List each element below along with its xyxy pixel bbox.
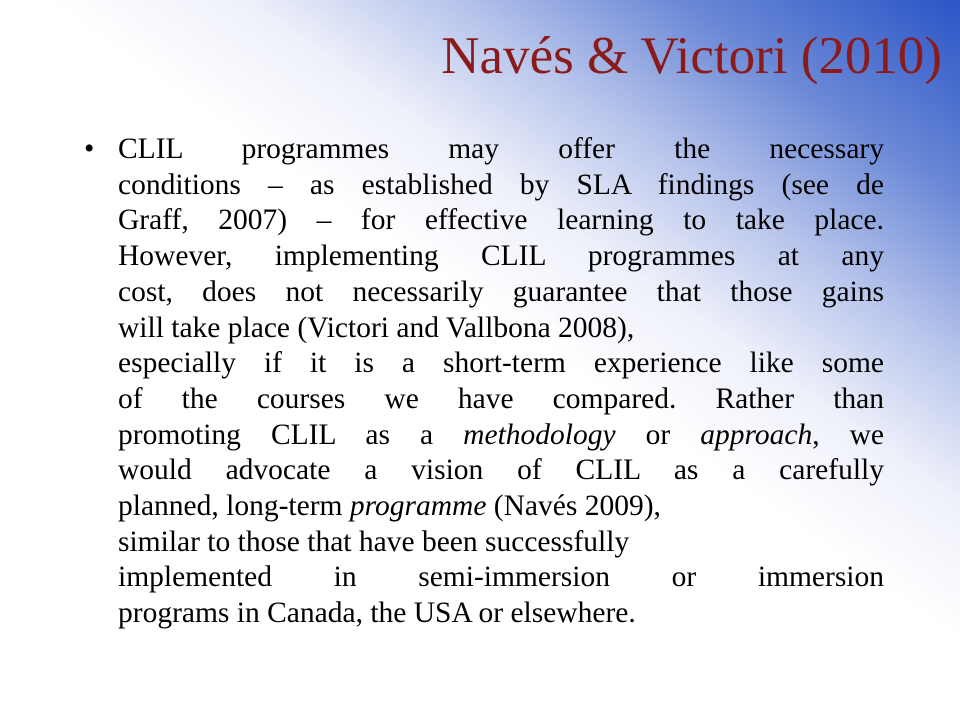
- text-line: cost, does not necessarily guarantee that those gains: [118, 275, 884, 308]
- italic-term: programme: [349, 490, 487, 523]
- text-line: [118, 418, 884, 454]
- slide-body: [84, 132, 884, 632]
- text-segment: or: [615, 418, 701, 451]
- slide-title: Navés & Victori (2010): [441, 27, 942, 85]
- text-line: However, implementing CLIL programmes at any: [118, 240, 884, 273]
- text-segment: planned, long-term: [118, 490, 350, 523]
- text-segment: promoting CLIL as a: [118, 418, 464, 451]
- bullet-item: [84, 132, 884, 632]
- text-segment: , we: [812, 418, 885, 451]
- text-line: implemented in semi-immersion or immersion: [118, 561, 884, 594]
- text-line: [118, 489, 884, 525]
- text-line: Graff, 2007) – for effective learning to take place.: [118, 204, 884, 237]
- text-line: similar to those that have been successfully: [118, 525, 630, 558]
- text-line: of the courses we have compared. Rather than: [118, 382, 884, 415]
- text-line: programs in Canada, the USA or elsewhere.: [118, 597, 636, 630]
- text-segment: (Navés 2009),: [486, 490, 661, 523]
- italic-term: approach: [700, 418, 813, 451]
- bullet-text: [118, 132, 884, 632]
- text-line: conditions – as established by SLA findings (see de: [118, 168, 884, 201]
- text-line: especially if it is a short-term experience like some: [118, 347, 884, 380]
- text-line: CLIL programmes may offer the necessary: [118, 133, 884, 165]
- bullet-icon: •: [84, 133, 95, 165]
- text-line: will take place (Victori and Vallbona 2008),: [118, 311, 635, 344]
- text-line: would advocate a vision of CLIL as a carefully: [118, 454, 884, 487]
- italic-term: methodology: [463, 418, 616, 451]
